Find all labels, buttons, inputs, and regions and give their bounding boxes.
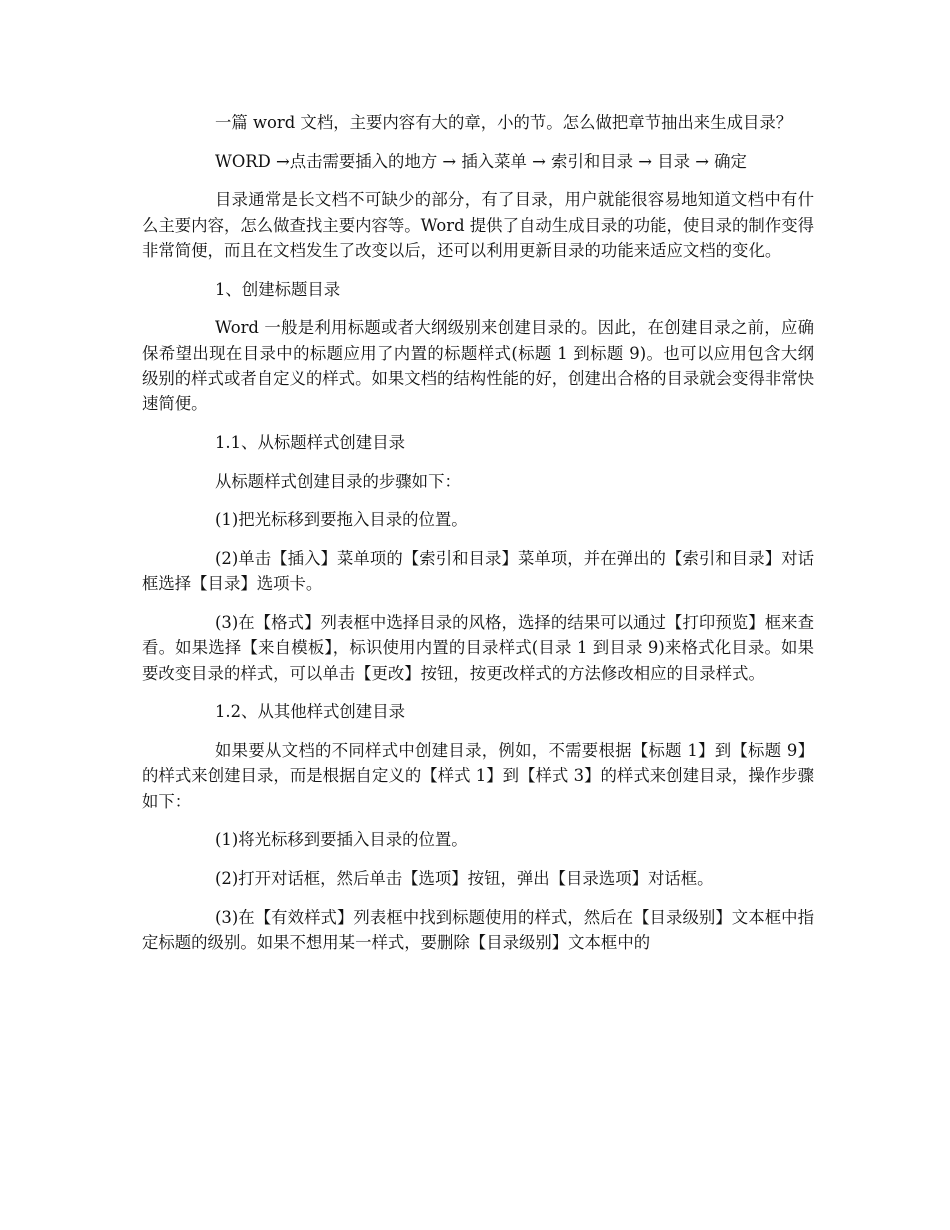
paragraph-section-1: Word 一般是利用标题或者大纲级别来创建目录的。因此，在创建目录之前，应确保希望出现在目录中的标题应用了内置的标题样式(标题 1 到标题 9)。也可以应用包含大纲级别的样式或者自定义的样式。如果文档的结构性能的好，创建出合格的目录就会变得非常快速简便。	[142, 318, 815, 414]
step-2: (2)单击【插入】菜单项的【索引和目录】菜单项，并在弹出的【索引和目录】对话框选择【目录】选项卡。	[142, 548, 814, 594]
step-1: (1)把光标移到要拖入目录的位置。	[215, 510, 468, 530]
paragraph-question: 一篇 word 文档，主要内容有大的章，小的节。怎么做把章节抽出来生成目录？	[215, 113, 793, 132]
step-1b: (1)将光标移到要插入目录的位置。	[215, 830, 468, 850]
paragraph-steps-lead: 从标题样式创建目录的步骤如下：	[215, 471, 461, 491]
paragraph-steps-summary: WORD →点击需要插入的地方 → 插入菜单 → 索引和目录 → 目录 → 确定	[215, 151, 747, 171]
paragraph-intro: 目录通常是长文档不可缺少的部分，有了目录，用户就能很容易地知道文档中有什么主要内容，怎么做查找主要内容等。Word 提供了自动生成目录的功能，使目录的制作变得非常简便，而且在文档发生了改变以后，还可以利用更新目录的功能来适应文档的变化。	[142, 190, 814, 260]
paragraph-section-1-2: 如果要从文档的不同样式中创建目录，例如，不需要根据【标题 1】到【标题 9】的样式来创建目录，而是根据自定义的【样式 1】到【样式 3】的样式来创建目录，操作步骤如下：	[142, 740, 814, 811]
section-heading-1-1: 1.1、从标题样式创建目录	[215, 432, 405, 452]
document-body	[142, 110, 814, 969]
step-3b: (3)在【有效样式】列表框中找到标题使用的样式，然后在【目录级别】文本框中指定标题的级别。如果不想用某一样式，要删除【目录级别】文本框中的	[142, 907, 814, 952]
step-2b: (2)打开对话框，然后单击【选项】按钮，弹出【目录选项】对话框。	[215, 868, 714, 888]
step-3: (3)在【格式】列表框中选择目录的风格，选择的结果可以通过【打印预览】框来查看。如果选择【来自模板】，标识使用内置的目录样式(目录 1 到目录 9)来格式化目录。如果要改变目录的样式，可以单击【更改】按钮，按更改样式的方法修改相应的目录样式。	[142, 612, 814, 683]
section-heading-1-2: 1.2、从其他样式创建目录	[215, 702, 405, 722]
section-heading-1: 1、创建标题目录	[215, 279, 341, 299]
